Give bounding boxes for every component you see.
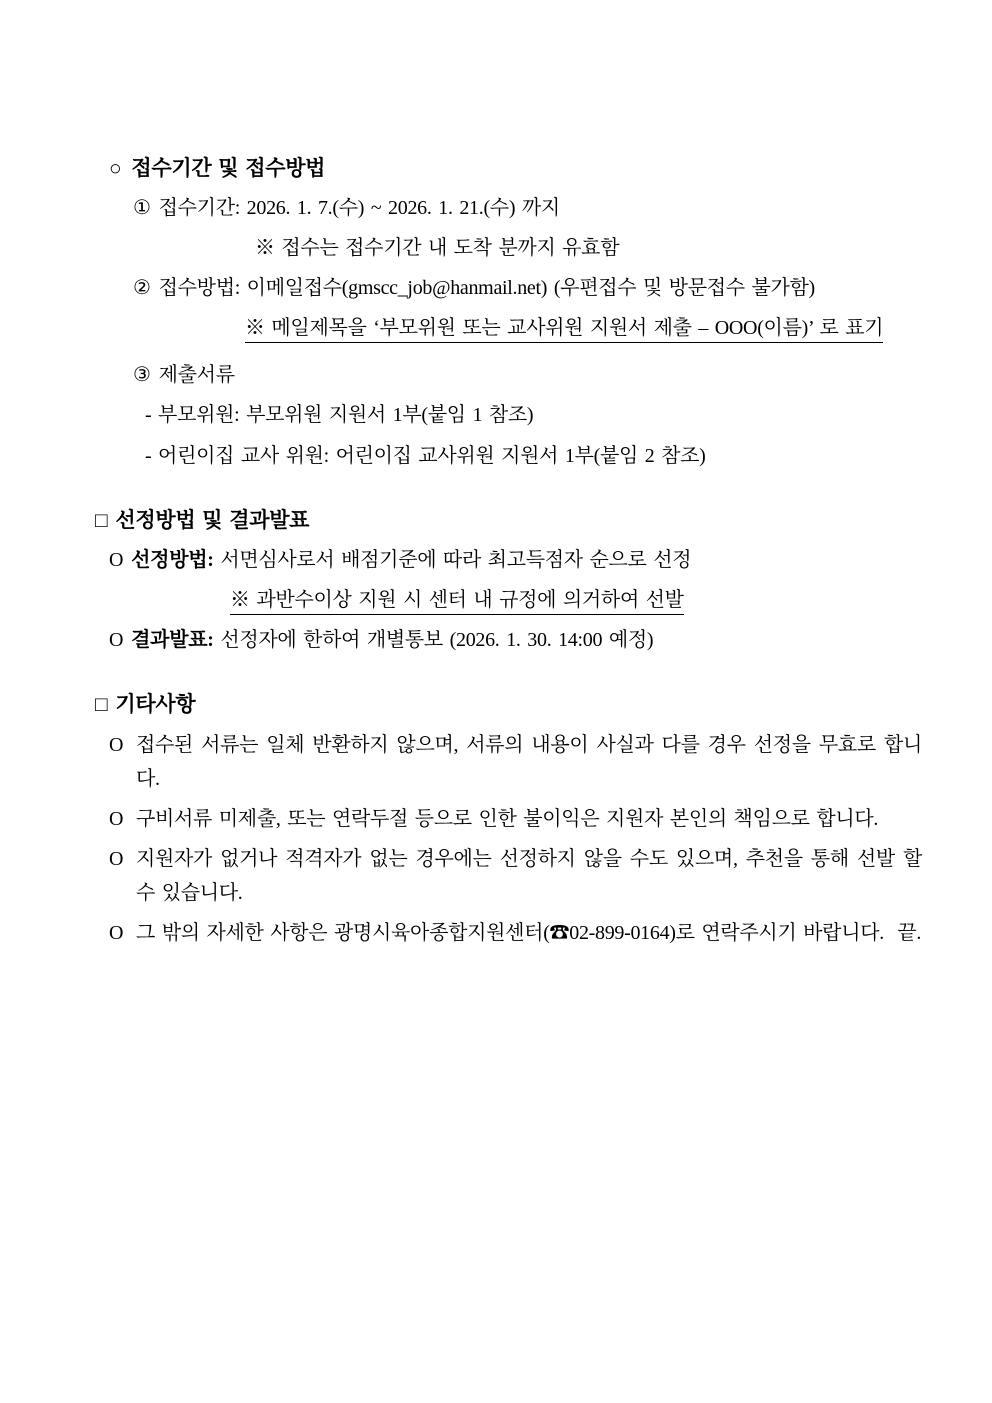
o-bullet-icon: O (109, 629, 124, 651)
o-bullet-icon: O (109, 734, 124, 756)
misc-item-responsibility (109, 802, 922, 836)
section-selection-header (95, 504, 922, 537)
section-apply-header (109, 152, 922, 185)
square-bullet-icon: □ (95, 692, 108, 716)
apply-period-text: 접수기간: 2026. 1. 7.(수) ~ 2026. 1. 21.(수) 까지 (158, 197, 560, 219)
o-bullet-icon: O (109, 848, 124, 870)
mail-subject-note (245, 312, 922, 345)
o-bullet-icon: O (109, 549, 124, 571)
circled-number-1: ① (133, 197, 151, 219)
misc-item-text: 접수된 서류는 일체 반환하지 않으며, 서류의 내용이 사실과 다를 경우 선정을 무효로 합니다. (136, 734, 922, 790)
documents-sub-parent: - 부모위원: 부모위원 지원서 1부(붙임 1 참조) (145, 404, 534, 426)
misc-item-text: 구비서류 미제출, 또는 연락두절 등으로 인한 불이익은 지원자 본인의 책임으로 합니다. (136, 808, 879, 830)
selection-note-text: ※ 과반수이상 지원 시 센터 내 규정에 의거하여 선발 (230, 589, 684, 615)
apply-period-note: ※ 접수는 접수기간 내 도착 분까지 유효함 (255, 237, 620, 259)
section-selection-title: 선정방법 및 결과발표 (115, 508, 310, 532)
o-bullet-icon: O (109, 922, 124, 944)
misc-item-contact (109, 916, 922, 950)
circled-number-3: ③ (133, 364, 151, 386)
selection-method-label: 선정방법: (131, 549, 214, 571)
circled-number-2: ② (133, 277, 151, 299)
square-bullet-icon: □ (95, 508, 108, 532)
apply-method-text: 접수방법: 이메일접수(gmscc_job@hanmail.net) (우편접수 및 방문접수 불가함) (158, 277, 815, 299)
misc-item-contact-text: 그 밖의 자세한 사항은 광명시육아종합지원센터(☎02-899-0164)로 연락주시기 바랍니다. 끝. (136, 922, 922, 944)
section-misc-header (95, 688, 922, 721)
section-misc-title: 기타사항 (115, 692, 196, 716)
selection-method-line (109, 544, 922, 577)
selection-method-text: 서면심사로서 배점기준에 따라 최고득점자 순으로 선정 (220, 549, 692, 571)
misc-item-no-selection (109, 842, 922, 910)
mail-subject-note-text: ※ 메일제목을 ‘부모위원 또는 교사위원 지원서 제출 – OOO(이름)’ 로 표기 (245, 317, 883, 343)
misc-item-return (109, 728, 922, 796)
documents-sub-teacher: - 어린이집 교사 위원: 어린이집 교사위원 지원서 1부(붙임 2 참조) (145, 445, 706, 467)
o-bullet-icon: O (109, 808, 124, 830)
result-announce-line (109, 624, 922, 657)
result-announce-label: 결과발표: (131, 629, 214, 651)
documents-line (133, 359, 922, 392)
misc-item-text: 지원자가 없거나 적격자가 없는 경우에는 선정하지 않을 수도 있으며, 추천을 통해 선발 할 수 있습니다. (136, 848, 922, 904)
apply-method-line (133, 272, 922, 305)
documents-text: 제출서류 (158, 364, 235, 386)
selection-note (230, 584, 922, 617)
apply-period-line (133, 192, 922, 225)
circle-bullet-icon: ○ (109, 156, 122, 180)
section-apply-title: 접수기간 및 접수방법 (131, 156, 326, 180)
result-announce-text: 선정자에 한하여 개별통보 (2026. 1. 30. 14:00 예정) (220, 629, 654, 651)
